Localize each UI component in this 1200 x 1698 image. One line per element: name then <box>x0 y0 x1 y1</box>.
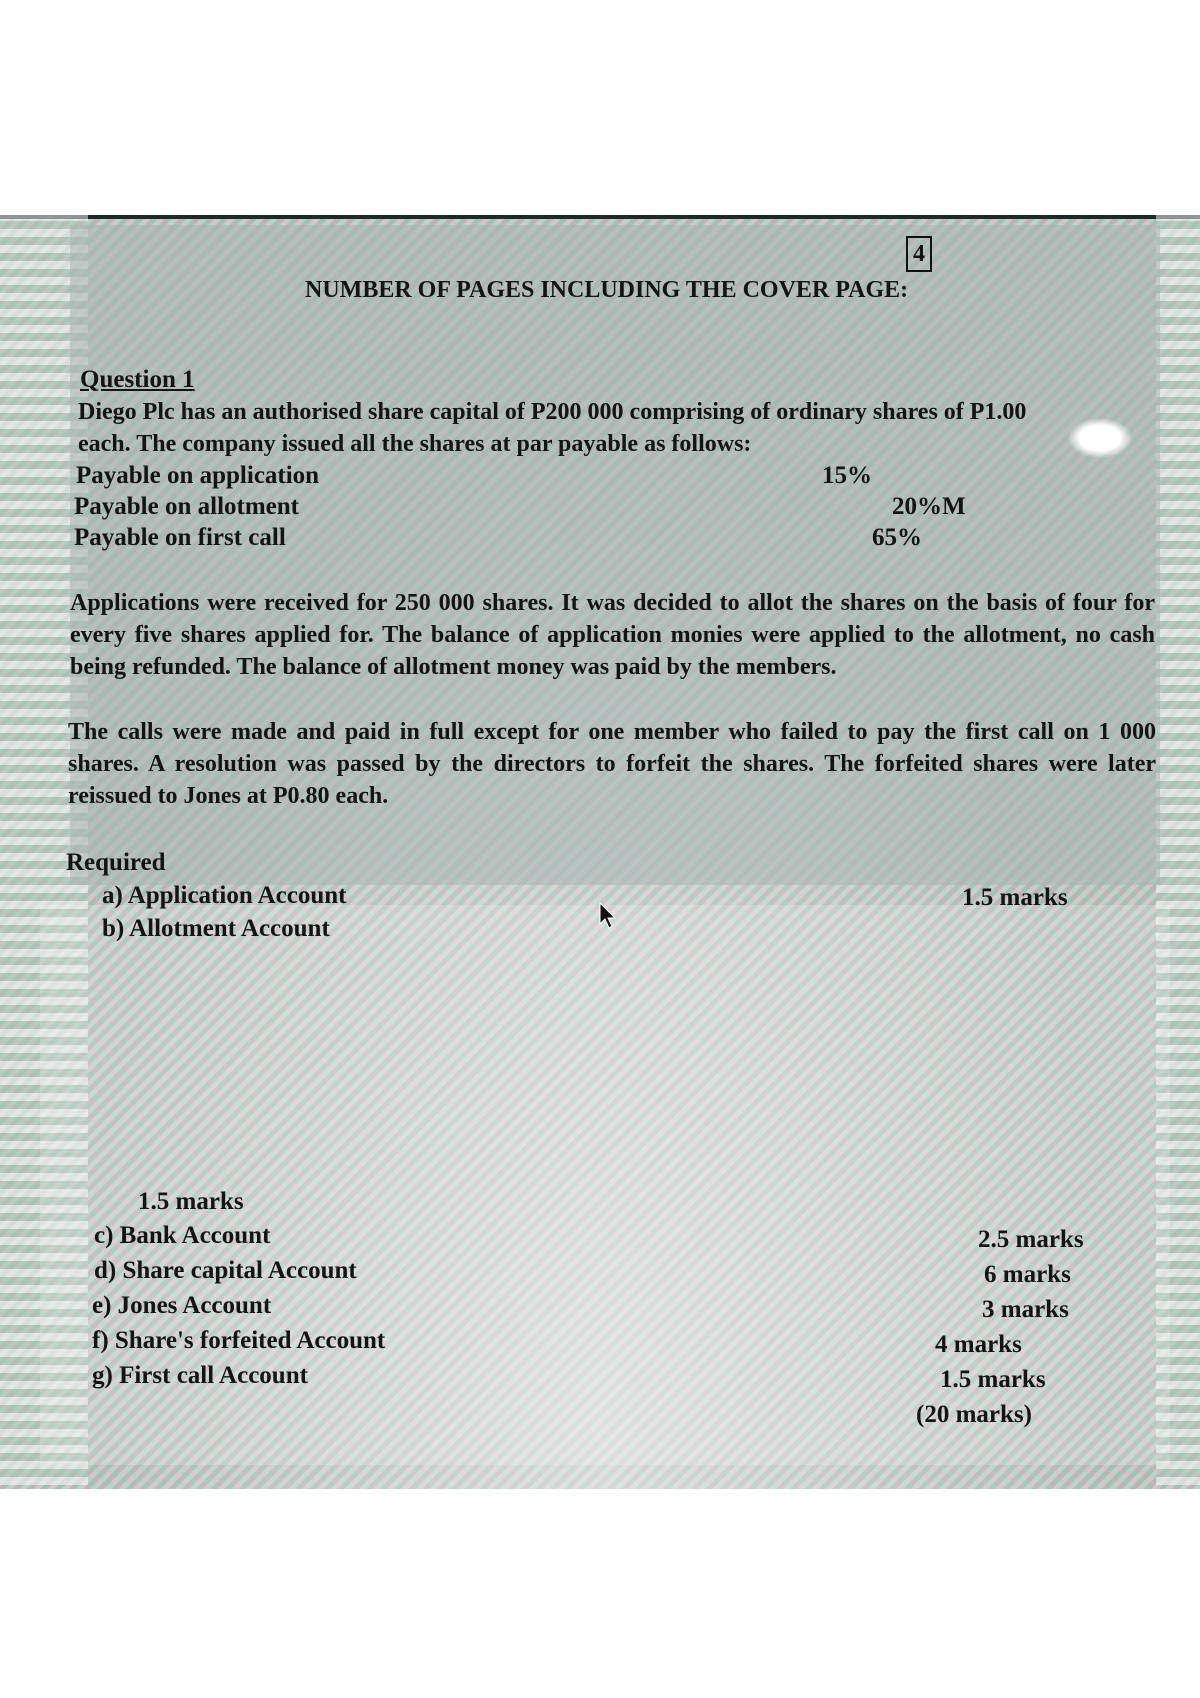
required-marks-g: 1.5 marks <box>940 1366 1046 1393</box>
required-marks-e: 3 marks <box>982 1296 1069 1323</box>
required-marks-f: 4 marks <box>935 1331 1022 1358</box>
page-count-box: 4 <box>906 236 932 272</box>
term-label-allotment: Payable on allotment <box>74 493 299 520</box>
term-label-first-call: Payable on first call <box>74 524 286 551</box>
required-item-f: f) Share's forfeited Account <box>92 1327 386 1354</box>
question-intro-line2: each. The company issued all the shares at par payable as follows: <box>78 431 752 457</box>
required-marks-d: 6 marks <box>984 1261 1071 1288</box>
required-item-g: g) First call Account <box>92 1362 308 1389</box>
required-item-e: e) Jones Account <box>92 1292 272 1319</box>
paragraph-calls: The calls were made and paid in full except for one member who failed to pay the first call on 1 000 shares. A resolution was passed by the directors to forfeit the shares. The forfeited shares were later reissued to Jones at P0.80 each. <box>68 719 1156 809</box>
light-glare <box>1068 418 1132 458</box>
required-item-b: b) Allotment Account <box>102 915 330 942</box>
required-marks-a: 1.5 marks <box>962 884 1068 911</box>
paragraph-applications: Applications were received for 250 000 shares. It was decided to allot the shares on the basis of four for every five shares applied for. The balance of application monies were applied to the allotment, no cash being refunded. The balance of allotment money was paid by the members. <box>70 590 1155 680</box>
term-value-application: 15% <box>822 462 872 489</box>
required-item-c: c) Bank Account <box>94 1222 271 1249</box>
question-heading: Question 1 <box>80 366 195 393</box>
required-heading: Required <box>66 849 166 876</box>
page-title: NUMBER OF PAGES INCLUDING THE COVER PAGE: <box>305 277 909 303</box>
required-total-marks: (20 marks) <box>916 1401 1032 1428</box>
term-value-first-call: 65% <box>872 524 922 551</box>
question-intro-line1: Diego Plc has an authorised share capital of P200 000 comprising of ordinary shares of P1.00 <box>78 399 1027 425</box>
required-marks-c: 2.5 marks <box>978 1226 1084 1253</box>
required-item-d: d) Share capital Account <box>94 1257 357 1284</box>
mouse-cursor-icon <box>598 902 618 930</box>
term-value-allotment: 20%M <box>892 493 966 520</box>
required-item-a: a) Application Account <box>102 882 347 909</box>
required-marks-b: 1.5 marks <box>138 1188 244 1215</box>
term-label-application: Payable on application <box>76 462 320 489</box>
